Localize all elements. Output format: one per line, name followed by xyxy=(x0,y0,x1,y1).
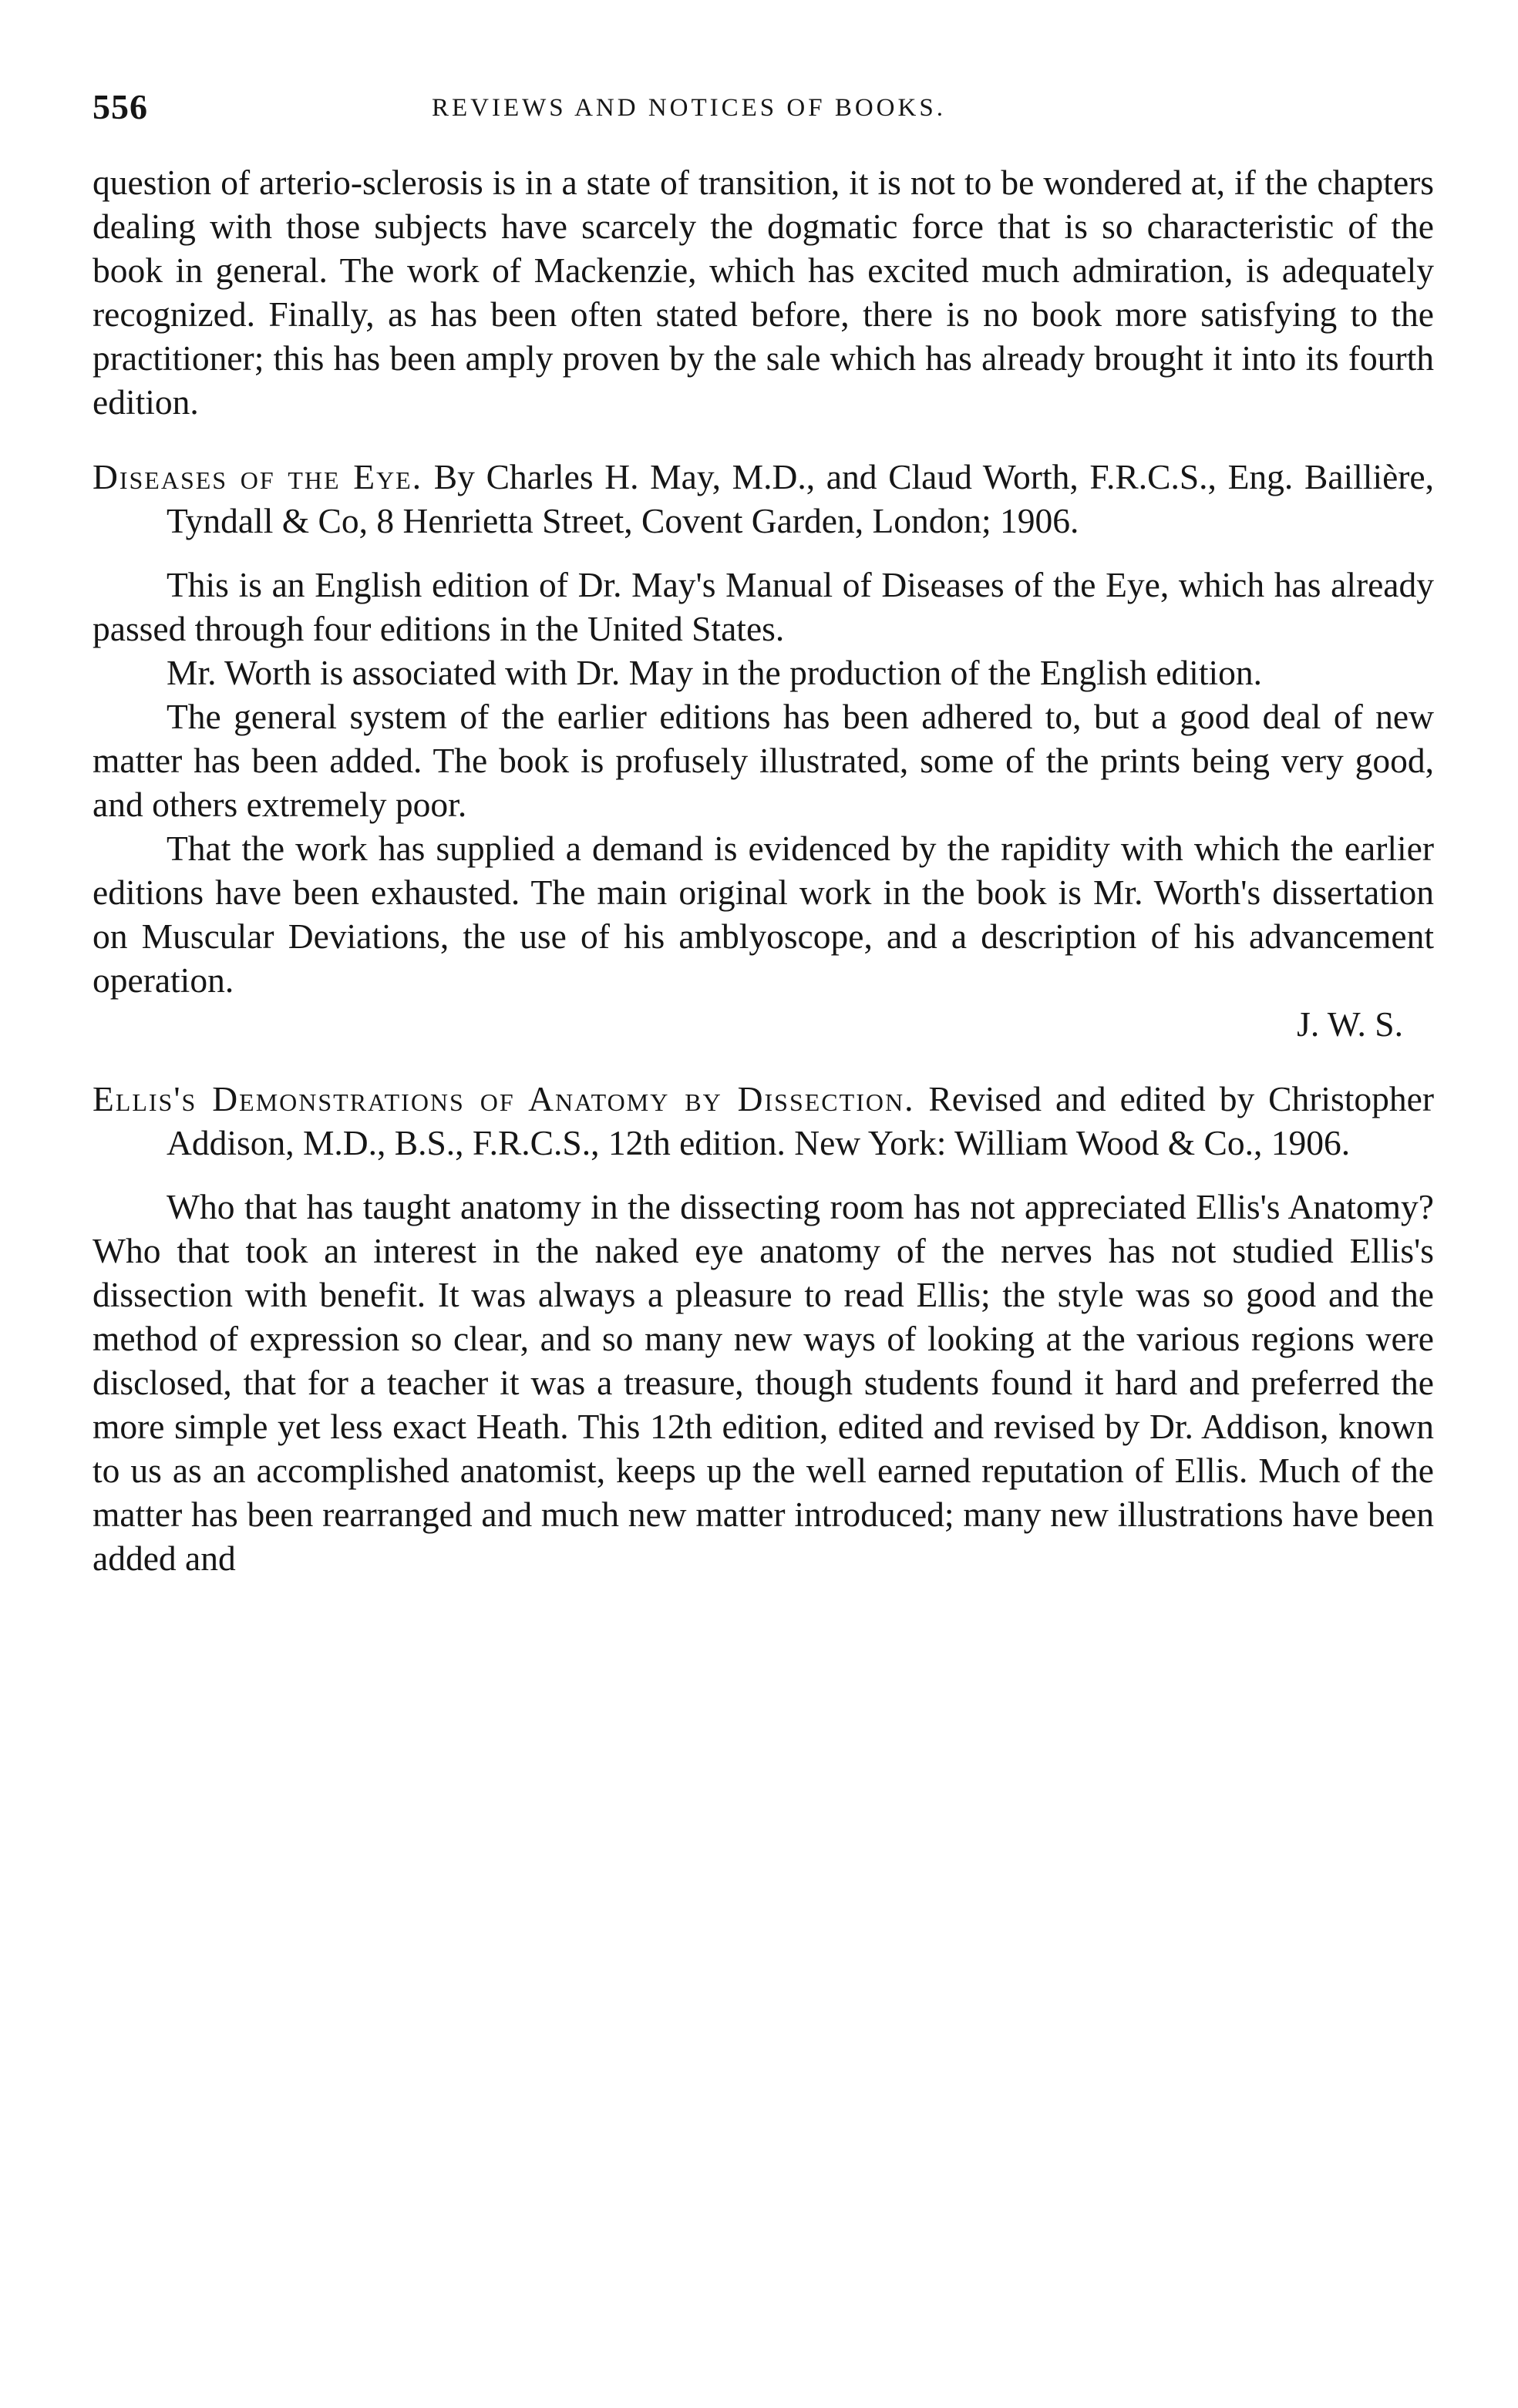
review-citation: By Charles H. May, M.D., and Claud Worth, F.R.C.S., Eng. Baillière, Tyndall & Co, 8 Henrietta Street, Covent Garden, London; 1906. xyxy=(167,457,1435,540)
page-number: 556 xyxy=(93,87,148,126)
review-paragraph: Who that has taught anatomy in the dissecting room has not appreciated Ellis's Anatomy? Who that took an interest in the naked eye anatomy of the nerves has not studied Ellis's dissection with benefit. It was always a pleasure to read Ellis; the style was so good and the method of expression so clear, and so many new ways of looking at the various regions were disclosed, that for a teacher it was a treasure, though students found it hard and preferred the more simple yet less exact Heath. This 12th edition, edited and revised by Dr. Addison, known to us as an accomplished anatomist, keeps up the well earned reputation of Ellis. Much of the matter has been rearranged and much new matter introduced; many new illustrations have been added and xyxy=(93,1187,1434,1578)
review-title: Ellis's Demonstrations of Anatomy by Dissection. xyxy=(93,1079,915,1118)
review-paragraph: This is an English edition of Dr. May's Manual of Diseases of the Eye, which has already passed through four editions in the United States. xyxy=(93,565,1434,648)
review-heading-ellis-anatomy xyxy=(93,1077,1434,1165)
review-paragraph: That the work has supplied a demand is evidenced by the rapidity with which the earlier editions have been exhausted. The main original work in the book is Mr. Worth's dissertation on Muscular Deviations, the use of his amblyoscope, and a description of his advancement operation. xyxy=(93,829,1434,1000)
reviewer-initials: J. W. S. xyxy=(1297,1004,1403,1044)
review-title: Diseases of the Eye. xyxy=(93,457,423,496)
review-paragraph: Mr. Worth is associated with Dr. May in the production of the English edition. xyxy=(167,653,1262,692)
running-head-title: REVIEWS AND NOTICES OF BOOKS. xyxy=(432,94,946,122)
review-heading-diseases-of-the-eye xyxy=(93,455,1434,543)
intro-paragraph: question of arterio-sclerosis is in a state of transition, it is not to be wondered at, if the chapters dealing with those subjects have scarcely the dogmatic force that is so characteristic of the book in general. The work of Mackenzie, which has excited much admiration, is adequately recognized. Finally, as has been often stated before, there is no book more satisfying to the practitioner; this has been amply proven by the sale which has already brought it into its fourth edition. xyxy=(93,163,1434,422)
review-paragraph: The general system of the earlier editions has been adhered to, but a good deal of new matter has been added. The book is profusely illustrated, some of the prints being very good, and others extremely poor. xyxy=(93,697,1434,824)
running-head xyxy=(93,86,1434,148)
body-text xyxy=(93,160,1434,1580)
review-citation: Revised and edited by Christopher Addison, M.D., B.S., F.R.C.S., 12th edition. New York: William Wood & Co., 1906. xyxy=(167,1079,1434,1162)
